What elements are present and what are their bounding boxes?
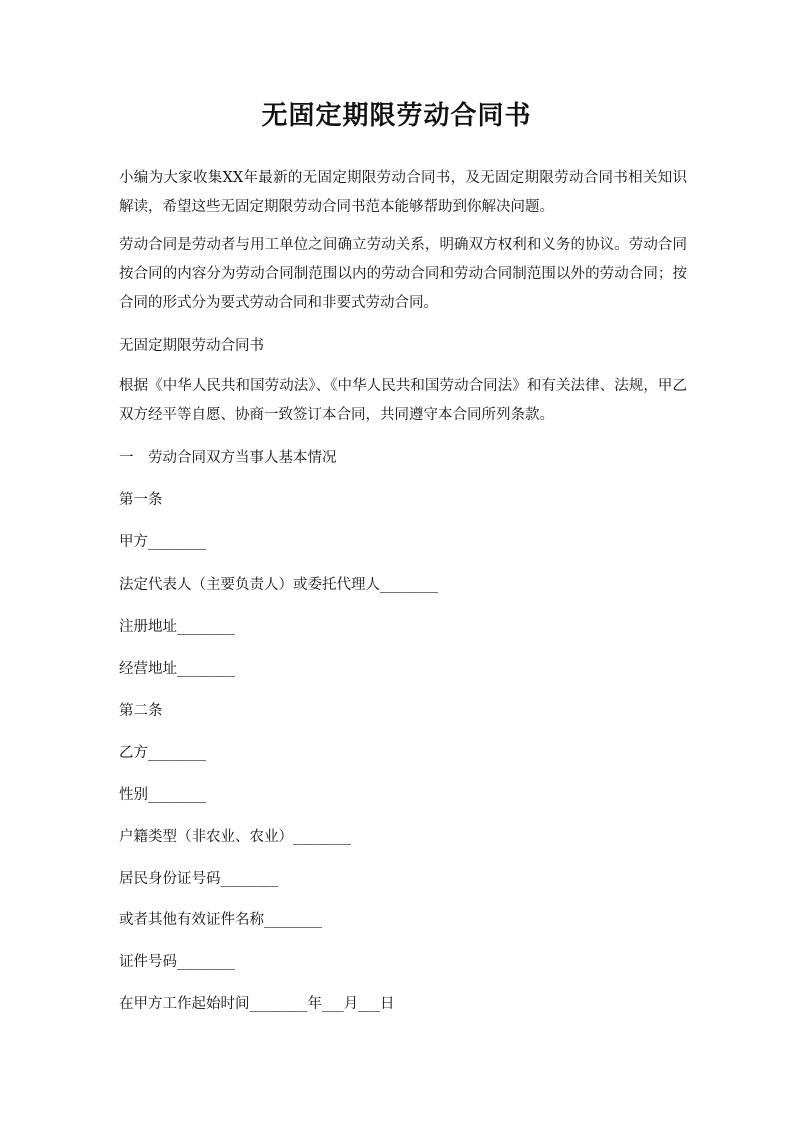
form-field-start-date: 在甲方工作起始时间________年___月___日 <box>119 996 395 1012</box>
form-field-gender: 性别________ <box>119 787 206 803</box>
legal-basis-paragraph: 根据《中华人民共和国劳动法》、《中华人民共和国劳动合同法》和有关法律、法规，甲乙双方经平等自愿、协商一致签订本合同，共同遵守本合同所列条款。 <box>119 378 687 423</box>
form-field-other-certificate: 或者其他有效证件名称________ <box>119 912 322 928</box>
document-title: 无固定期限劳动合同书 <box>261 101 532 131</box>
form-field-registered-address: 注册地址________ <box>119 619 235 635</box>
definition-paragraph: 劳动合同是劳动者与用工单位之间确立劳动关系，明确双方权利和义务的协议。劳动合同按合同的内容分为劳动合同制范围以内的劳动合同和劳动合同制范围以外的劳动合同；按合同的形式分为要式劳动合同和非要式劳动合同。 <box>119 237 687 311</box>
form-field-business-address: 经营地址________ <box>119 661 235 677</box>
form-field-party-a: 甲方________ <box>119 534 206 550</box>
form-field-household-type: 户籍类型（非农业、农业）________ <box>119 829 351 845</box>
form-field-legal-representative: 法定代表人（主要负责人）或委托代理人________ <box>119 577 438 593</box>
article-heading: 第一条 <box>119 492 163 508</box>
form-field-certificate-number: 证件号码________ <box>119 954 235 970</box>
section-heading: 一 劳动合同双方当事人基本情况 <box>119 450 337 466</box>
form-field-id-number: 居民身份证号码________ <box>119 871 279 887</box>
intro-paragraph: 小编为大家收集XX年最新的无固定期限劳动合同书，及无固定期限劳动合同书相关知识解读，希望这些无固定期限劳动合同书范本能够帮助到你解决问题。 <box>119 170 687 215</box>
contract-subtitle: 无固定期限劳动合同书 <box>119 338 264 354</box>
article-heading: 第二条 <box>119 703 163 719</box>
form-field-party-b: 乙方________ <box>119 745 206 761</box>
